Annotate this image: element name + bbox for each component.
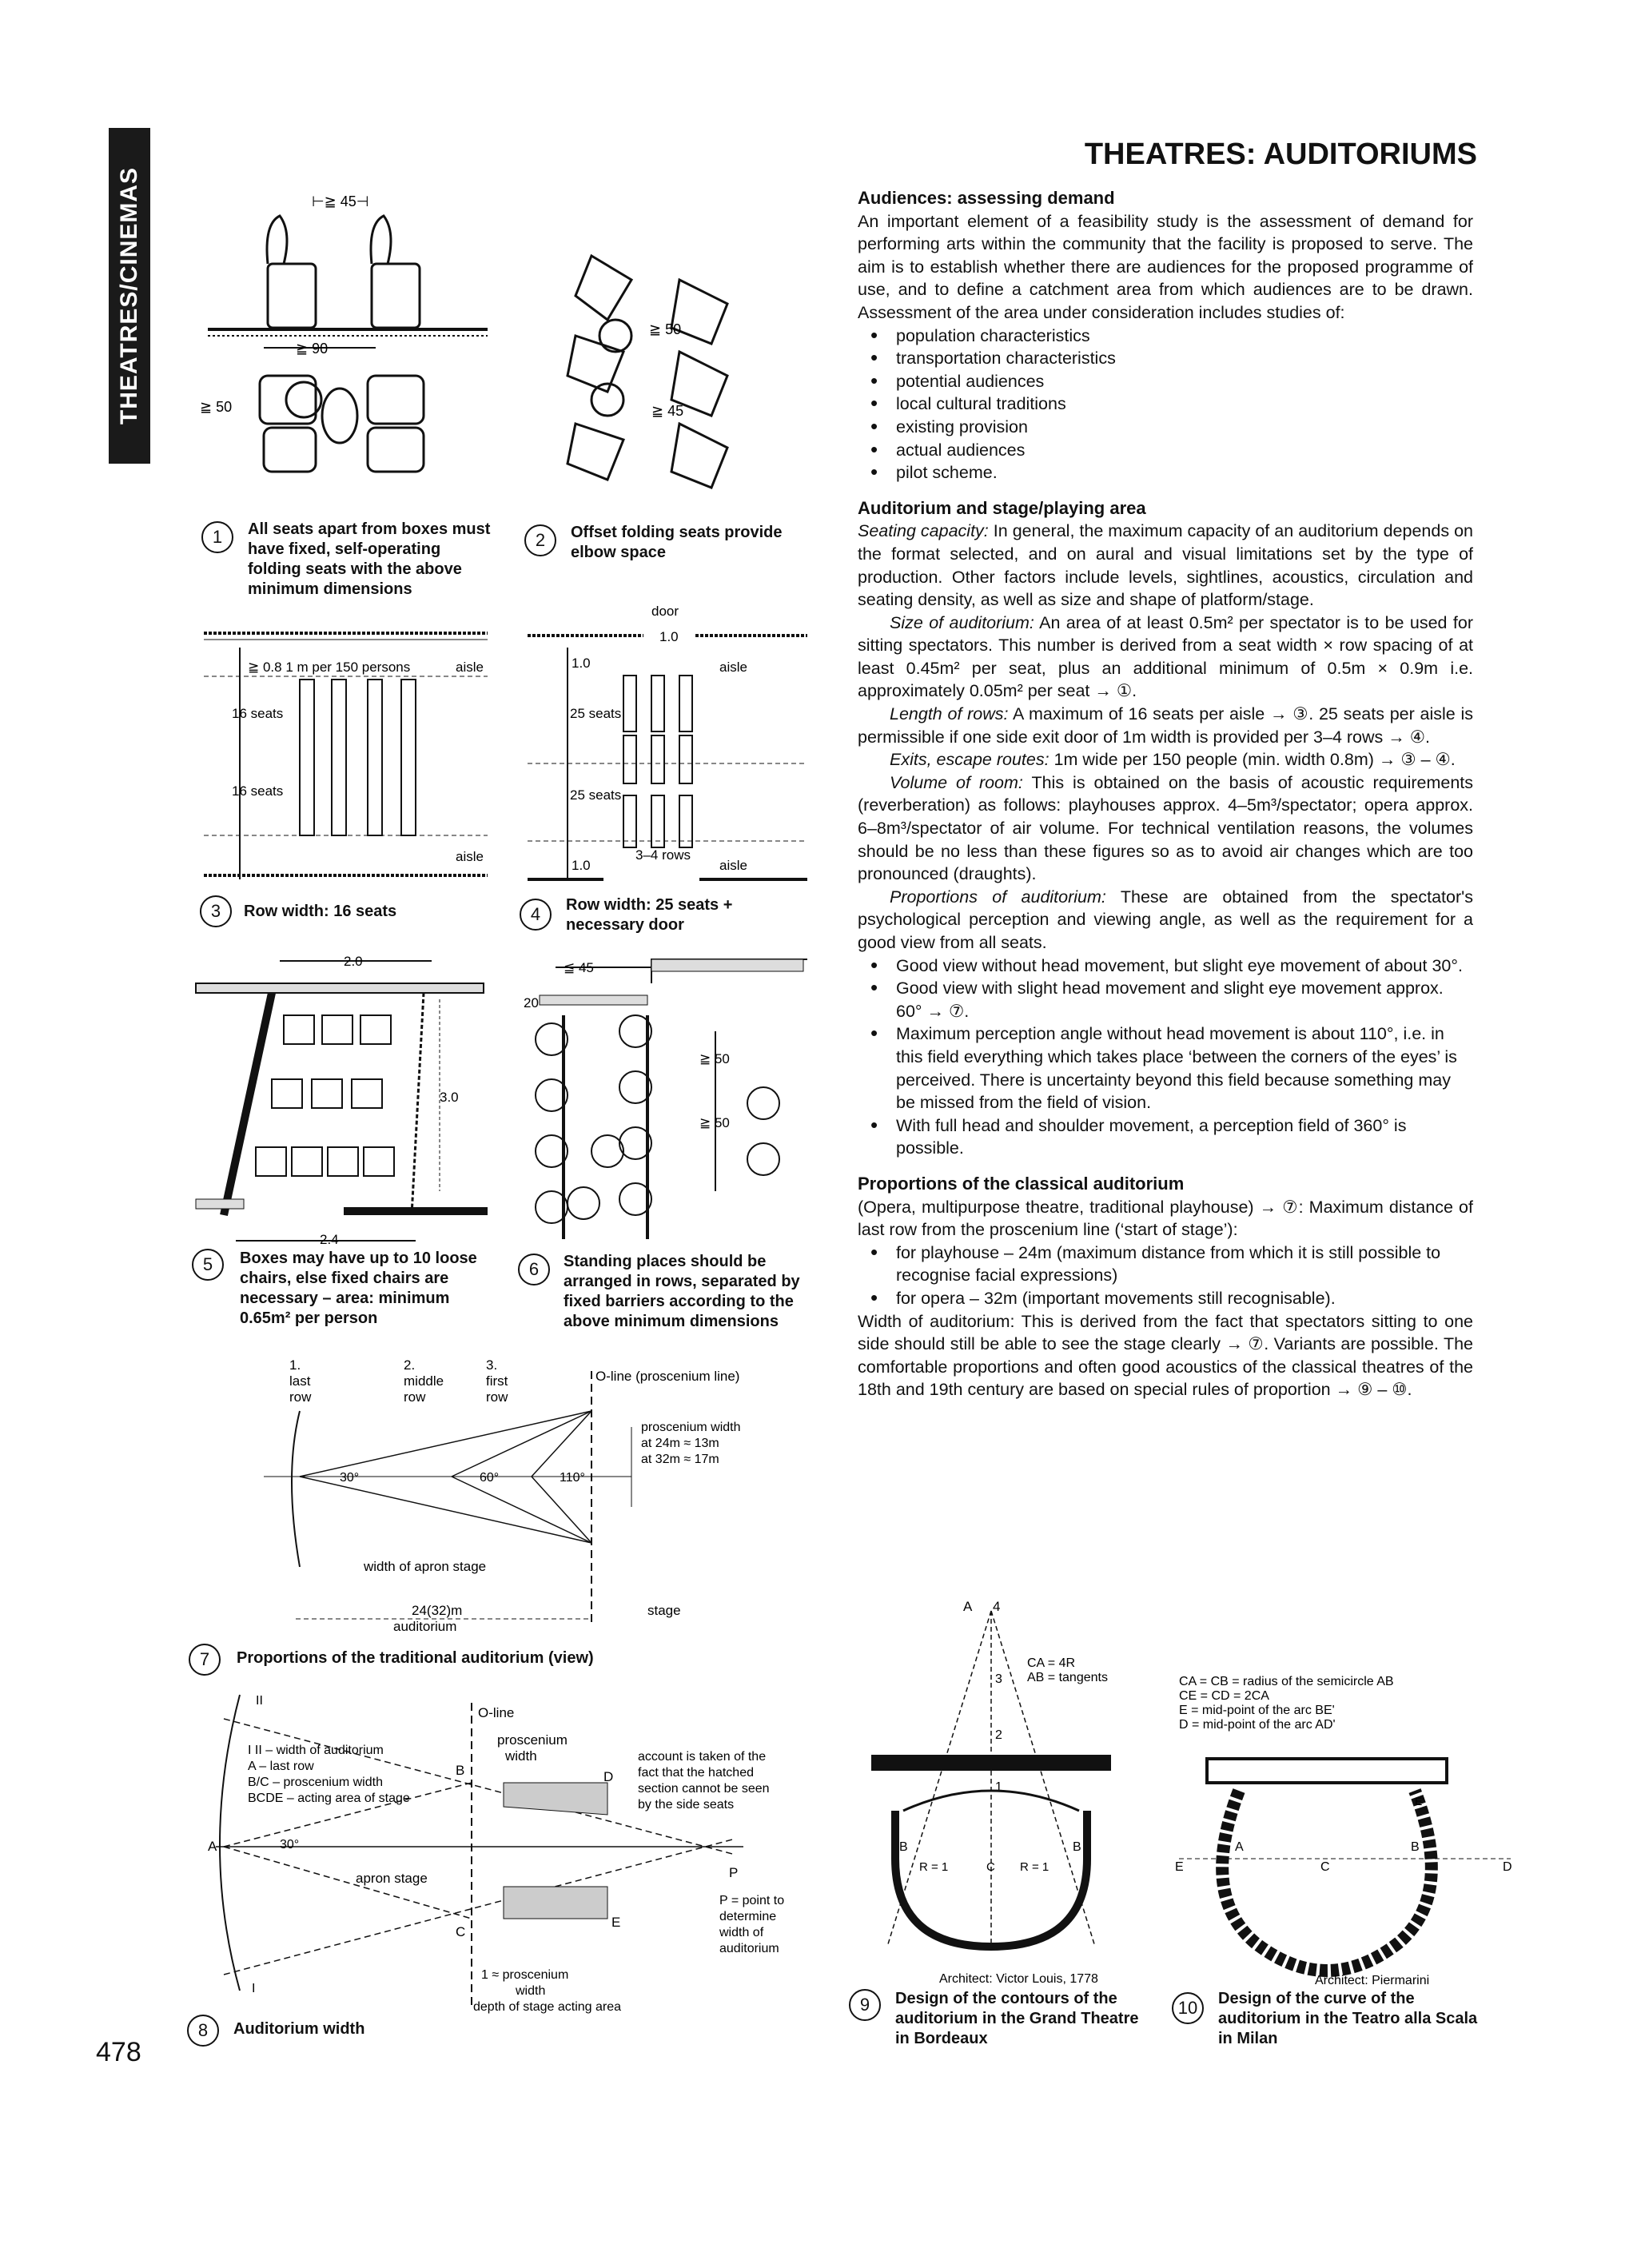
point-label: 1 [995, 1780, 1002, 1794]
figure-4-row-width-25 [524, 600, 811, 887]
axis-label: II [256, 1694, 263, 1708]
point-label: P [729, 1865, 739, 1880]
note-text: by the side seats [638, 1798, 735, 1812]
proportions-text: These are obtained from the spectator's psychological perception and viewing angle, as well as the requirement for a good view from all seats. [858, 887, 1474, 952]
angle-label: 110° [560, 1471, 585, 1485]
figure-6-standing-places [516, 951, 819, 1247]
point-label: C [986, 1860, 995, 1874]
volume-label: Volume of room: [890, 772, 1023, 792]
oline-label: O-line (proscenium line) [595, 1369, 740, 1384]
point-label: A [963, 1599, 973, 1614]
list-item: • pilot scheme. [896, 461, 1473, 484]
dimension-label: 1.0 [572, 656, 591, 671]
list-distances [858, 1242, 1473, 1310]
figure-10-la-scala [1175, 1671, 1527, 1999]
proscenium-label: width [505, 1748, 537, 1764]
point-label: C [456, 1924, 466, 1939]
proscenium-label: proscenium width [641, 1421, 741, 1434]
list-item: • actual audiences [896, 439, 1473, 462]
heading-classical: Proportions of the classical auditorium [858, 1173, 1185, 1194]
dimension-label: ≧ 50 [699, 1115, 730, 1130]
figure-number: 1 [201, 521, 233, 553]
figure-5-boxes [192, 951, 512, 1247]
list-item: • local cultural traditions [896, 393, 1473, 416]
list-item: • Good view with slight head movement and slight eye movement approx. 60° → ⑦. [896, 977, 1473, 1022]
note-text: account is taken of the [638, 1750, 767, 1764]
legend-item: A – last row [248, 1760, 314, 1773]
dimension-label: ≧ 0.8 1 m per 150 persons [248, 660, 411, 675]
paragraph-exits [858, 748, 1473, 771]
note-text: section cannot be seen [638, 1782, 770, 1796]
dimension-label: ≧ 45 [651, 403, 684, 419]
note-text: P = point to [719, 1894, 785, 1907]
architect-credit: Architect: Victor Louis, 1778 [939, 1972, 1098, 1986]
angle-label: 30° [280, 1838, 300, 1851]
architect-credit: Architect: Piermarini [1315, 1974, 1430, 1987]
axis-label: I [252, 1982, 256, 1995]
dimension-label: 1.0 [659, 629, 679, 644]
apron-label: width of apron stage [364, 1559, 487, 1574]
figure-number: 10 [1172, 1992, 1204, 2024]
row-label: 25 seats [570, 706, 622, 721]
point-label: C [1320, 1860, 1330, 1874]
row-label: first [486, 1373, 508, 1389]
paragraph-size [858, 612, 1473, 703]
paragraph-length [858, 703, 1473, 748]
heading-auditorium: Auditorium and stage/playing area [858, 497, 1146, 518]
aisle-label: aisle [456, 660, 484, 675]
angle-label: 60° [480, 1471, 500, 1485]
page-title: THEATRES: AUDITORIUMS [1084, 138, 1477, 171]
dimension-label: ≧ 90 [296, 341, 329, 357]
figure-number: 9 [849, 1989, 881, 2021]
figure-caption: All seats apart from boxes must have fixed, self-operating folding seats with the above minimum dimensions [248, 520, 491, 598]
point-label: E [1175, 1860, 1184, 1874]
radius-label: R = 1 [1020, 1860, 1050, 1874]
apron-label: apron stage [356, 1871, 428, 1886]
point-label: 2 [995, 1728, 1002, 1742]
row-label: row [289, 1389, 312, 1405]
aisle-label: aisle [456, 849, 484, 864]
paragraph-audiences: An important element of a feasibility study is the assessment of demand for performing arts within the community that the facility is proposed to serve. The aim is to establish whether there are audiences for the proposed programme of use, and to define a catchment area from which audiences are to be drawn. Assessment of the area under consideration includes studies of: [858, 211, 1473, 322]
exits-text: 1m wide per 150 people (min. width 0.8m) → ③ – ④. [1049, 750, 1456, 770]
dimension-label: 1.0 [572, 858, 591, 873]
figure-number: 8 [187, 2015, 219, 2047]
aisle-label: aisle [719, 660, 747, 675]
figure-number: 4 [520, 899, 552, 931]
body-text-column [858, 187, 1473, 1401]
distance-label: 24(32)m [412, 1603, 463, 1618]
point-label: B [456, 1763, 465, 1778]
note-text: width of [719, 1926, 764, 1939]
list-item: • Maximum perception angle without head movement is about 110°, i.e. in this field everything which takes place ‘between the corners of the eyes’ is perceived. There is uncertainty beyond this field because something may be missed from the field of vision. [896, 1022, 1473, 1114]
figure-2-offset-seats [560, 232, 767, 496]
length-text: A maximum of 16 seats per aisle → ③. 25 seats per aisle is permissible if one side exit door of 1m width is provided per 3–4 rows → ④. [858, 704, 1473, 747]
list-item: • potential audiences [896, 370, 1473, 393]
section-tab [109, 128, 150, 464]
dimension-label: ⊢≧ 45⊣ [312, 193, 369, 209]
legend-item: I II – width of auditorium [248, 1744, 384, 1757]
dimension-label: 20 [524, 995, 539, 1010]
figure-caption: Offset folding seats provide elbow space [571, 524, 783, 561]
size-text: An area of at least 0.5m² per spectator is to be used for sitting spectators. This number is derived from a seat width × row spacing of at least 0.45m² per seat, plus an additional minimum of 0.5m × 0.9m i.e. approximately 0.05m² per seat → ①. [858, 612, 1474, 701]
legend-item: BCDE – acting area of stage [248, 1792, 410, 1805]
radius-label: R = 1 [919, 1860, 949, 1874]
proscenium-label: proscenium [497, 1732, 568, 1748]
figure-number: 7 [189, 1644, 221, 1676]
note-text: CA = 4R [1027, 1656, 1076, 1670]
note-text: fact that the hatched [638, 1766, 754, 1780]
row-label: row [486, 1389, 508, 1405]
figure-caption: Proportions of the traditional auditorium (view) [237, 1649, 594, 1667]
row-label: row [404, 1389, 426, 1405]
paragraph-volume [858, 771, 1473, 886]
figure-8-auditorium-width [192, 1687, 815, 2023]
paragraph-seating-capacity [858, 520, 1473, 611]
note-text: auditorium [719, 1942, 779, 1955]
note-text: determine [719, 1910, 777, 1923]
paragraph-classical: (Opera, multipurpose theatre, traditional playhouse) → ⑦: Maximum distance of last row from the proscenium line (‘start of stage’): [858, 1197, 1473, 1240]
point-label: D [603, 1769, 614, 1784]
dimension-label: 3–4 rows [635, 847, 691, 863]
point-label: E [611, 1915, 621, 1930]
stage-label: stage [647, 1603, 681, 1618]
figure-3-row-width-16 [200, 624, 504, 887]
figure-1-seat-dimensions [200, 184, 504, 496]
list-item: • existing provision [896, 416, 1473, 439]
row-label: last [289, 1373, 311, 1389]
row-label: 2. [404, 1357, 416, 1373]
row-label: middle [404, 1373, 444, 1389]
figure-9-bordeaux [855, 1595, 1175, 1995]
row-label: 16 seats [232, 706, 284, 721]
list-item: • With full head and shoulder movement, a perception field of 360° is possible. [896, 1114, 1473, 1160]
point-label: E' [1415, 1795, 1425, 1808]
list-item: • population characteristics [896, 325, 1473, 348]
list-item: • transportation characteristics [896, 347, 1473, 370]
section-tab-label: THEATRES/CINEMAS [116, 166, 142, 425]
page-number: 478 [96, 2037, 141, 2067]
figure-caption: Row width: 16 seats [244, 903, 397, 920]
dimension-label: 2.0 [344, 954, 363, 969]
dimension-label: ≧ 50 [200, 399, 233, 415]
oline-label: O-line [478, 1705, 515, 1720]
seating-capacity-text: In general, the maximum capacity of an auditorium depends on the format selected, and on aural and visual limitations set by the type of production. Other factors include levels, sightlines, acoustics, circulation and seating density, as well as size and shape of platform/stage. [858, 521, 1473, 610]
point-label: B [899, 1840, 908, 1854]
figure-caption: Boxes may have up to 10 loose chairs, else fixed chairs are necessary – area: minimum 0.65m² per person [240, 1250, 477, 1327]
figure-caption: Design of the contours of the auditorium in the Grand Theatre in Bordeaux [895, 1990, 1139, 2047]
dimension-label: depth of stage acting area [473, 2000, 622, 2014]
note-text: AB = tangents [1027, 1671, 1108, 1684]
list-item: • Good view without head movement, but slight eye movement of about 30°. [896, 955, 1473, 978]
dimension-label: ≧ 50 [649, 321, 682, 337]
figure-caption: Auditorium width [233, 2020, 365, 2038]
list-item: • for opera – 32m (important movements still recognisable). [896, 1287, 1473, 1310]
dimension-label: 1 ≈ proscenium [481, 1968, 569, 1982]
row-label: 3. [486, 1357, 498, 1373]
row-label: 25 seats [570, 787, 622, 803]
door-label: door [651, 604, 679, 619]
point-label: B [1073, 1840, 1081, 1854]
point-label: D [1503, 1860, 1512, 1874]
point-label: A [1235, 1840, 1244, 1854]
size-label: Size of auditorium: [890, 612, 1034, 632]
legend-item: CA = CB = radius of the semicircle AB [1179, 1675, 1394, 1688]
dimension-label: 2.4 [320, 1232, 339, 1247]
paragraph-width: Width of auditorium: This is derived from the fact that spectators sitting to one side should still be able to see the stage clearly → ⑦. Variants are possible. The comfortable proportions and often good acoustics of the classical theatres of the 18th and 19th century are based on special rules of proportion → ⑨ – ⑩. [858, 1311, 1473, 1400]
distance-label: auditorium [393, 1619, 457, 1634]
dimension-label: ≧ 50 [699, 1051, 730, 1066]
proportions-label: Proportions of auditorium: [890, 887, 1106, 907]
volume-text: This is obtained on the basis of acoustic requirements (reverberation) as follows: playhouses approx. 4–5m³/spectator; opera approx. 6–8m³/spectator of air volume. For technical ventilation reasons, the volumes should be no less than these figures so as to avoid air changes which are too pronounced (draughts). [858, 772, 1474, 884]
legend-item: CE = CD = 2CA [1179, 1689, 1269, 1703]
paragraph-proportions [858, 886, 1473, 955]
heading-audiences: Audiences: assessing demand [858, 188, 1115, 208]
figure-number: 3 [200, 895, 232, 927]
figure-number: 6 [518, 1254, 550, 1285]
list-item: • for playhouse – 24m (maximum distance from which it is still possible to recognise facial expressions) [896, 1242, 1473, 1287]
row-label: 1. [289, 1357, 301, 1373]
dimension-label: ≦ 45 [564, 960, 594, 975]
figure-7-traditional-auditorium [240, 1355, 799, 1643]
length-label: Length of rows: [890, 704, 1009, 724]
point-label: A [208, 1839, 217, 1854]
list-views [858, 955, 1473, 1160]
dimension-label: width [516, 1984, 546, 1998]
angle-label: 30° [340, 1471, 360, 1485]
legend-item: D = mid-point of the arc AD' [1179, 1718, 1336, 1732]
legend-item: E = mid-point of the arc BE' [1179, 1704, 1335, 1717]
seating-capacity-label: Seating capacity: [858, 521, 989, 541]
figure-caption: Standing places should be arranged in rows, separated by fixed barriers according to the above minimum dimensions [564, 1253, 800, 1330]
list-studies [858, 325, 1473, 484]
aisle-label: aisle [719, 858, 747, 873]
point-label: 3 [995, 1672, 1002, 1686]
proscenium-label: at 32m ≈ 17m [641, 1453, 719, 1466]
dimension-label: 3.0 [440, 1090, 459, 1105]
point-label: 4 [993, 1599, 1001, 1614]
figure-caption: Row width: 25 seats + necessary door [566, 896, 733, 934]
proscenium-label: at 24m ≈ 13m [641, 1437, 719, 1450]
figure-number: 5 [192, 1249, 224, 1281]
figure-number: 2 [524, 524, 556, 556]
legend-item: B/C – proscenium width [248, 1776, 383, 1789]
figure-caption: Design of the curve of the auditorium in the Teatro alla Scala in Milan [1218, 1990, 1478, 2047]
row-label: 16 seats [232, 783, 284, 799]
point-label: B [1411, 1840, 1420, 1854]
exits-label: Exits, escape routes: [890, 750, 1050, 770]
